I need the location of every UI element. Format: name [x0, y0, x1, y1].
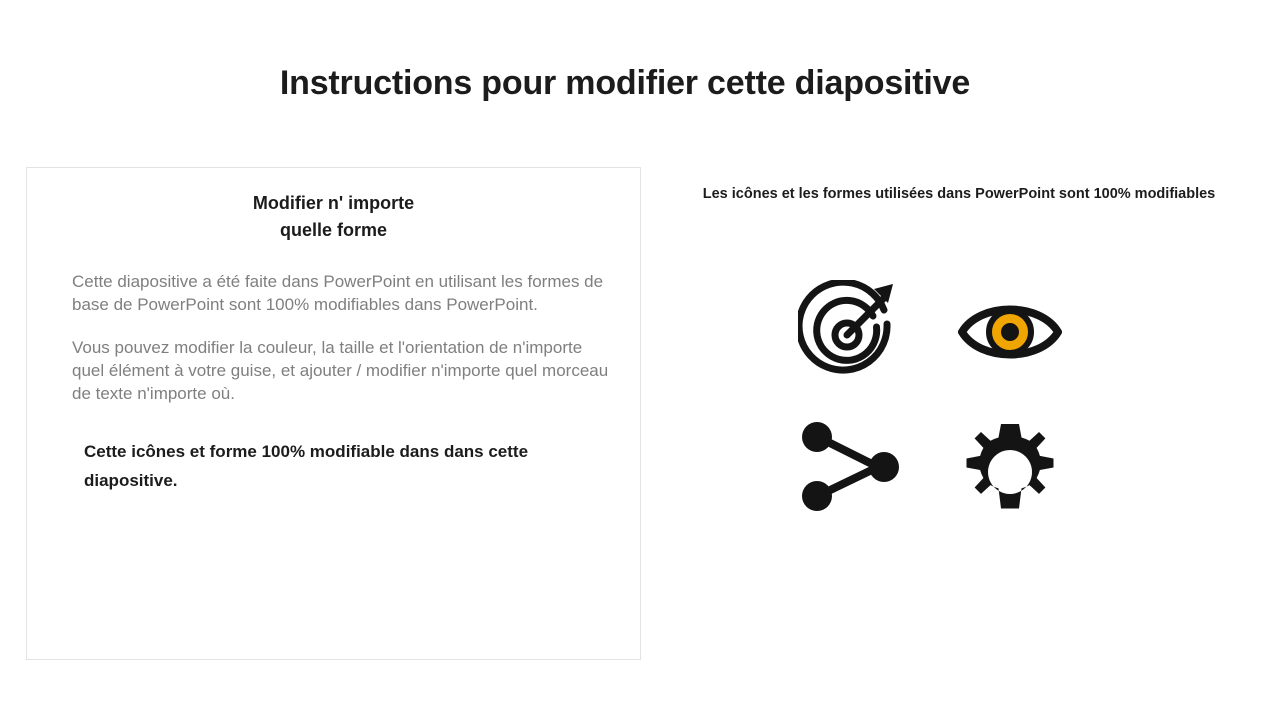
- left-text-panel: [26, 167, 641, 660]
- page-title: Instructions pour modifier cette diapositive: [279, 64, 971, 102]
- share-network-icon: [800, 422, 900, 512]
- panel-paragraph-1: Cette diapositive a été faite dans PowerPoint en utilisant les formes de base de PowerPoint sont 100% modifiables dans PowerPoint.: [72, 272, 604, 314]
- eye-icon: [958, 292, 1062, 372]
- panel-heading-line-2: quelle forme: [279, 220, 388, 240]
- icon-cell-eye: [955, 277, 1065, 387]
- icon-grid: [770, 264, 1090, 534]
- panel-heading: [27, 190, 640, 244]
- panel-paragraph-2: Vous pouvez modifier la couleur, la taille et l'orientation de n'importe quel élément à votre guise, et ajouter / modifier n'importe quel morceau de texte n'importe où.: [72, 338, 609, 403]
- icon-cell-target: [795, 277, 905, 387]
- panel-note: Cette icônes et forme 100% modifiable dans dans cette diapositive.: [84, 442, 529, 490]
- panel-body: [72, 270, 618, 405]
- icons-caption: Les icônes et les formes utilisées dans PowerPoint sont 100% modifiables: [702, 186, 1216, 202]
- icon-cell-share: [795, 412, 905, 522]
- icon-cell-gear: [955, 412, 1065, 522]
- right-icons-panel: [660, 167, 1260, 660]
- target-arrow-icon: [798, 280, 902, 384]
- panel-heading-line-1: Modifier n' importe: [252, 193, 415, 213]
- gear-icon: [962, 419, 1058, 515]
